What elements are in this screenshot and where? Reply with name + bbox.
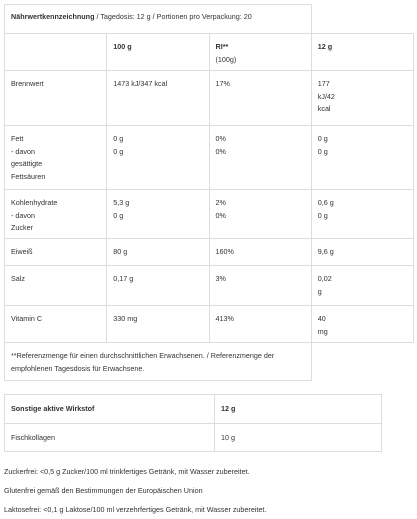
row-portion: 0,6 g 0 g [311, 190, 413, 239]
note-gluten-free: Glutenfrei gemäß den Bestimmungen der Europäischen Union [4, 486, 203, 495]
table-row [5, 126, 414, 190]
header-ri [209, 34, 311, 71]
caption-subtitle: / Tagedosis: 12 g / Portionen pro Verpackung: 20 [94, 12, 252, 21]
caption-gap [311, 5, 413, 34]
footnote: **Referenzmenge für einen durchschnittlichen Erwachsenen. / Referenzmenge der empfohlenen Tagesdosis für Erwachsene. [5, 343, 312, 381]
ingredient-name: Fischkollagen [5, 424, 215, 452]
row-ri: 3% [209, 266, 311, 306]
row-per100: 330 mg [107, 306, 209, 343]
row-name: Fett - davon gesättigte Fettsäuren [5, 126, 107, 190]
ingredient-amount: 10 g [215, 424, 382, 452]
header-empty-cell [5, 34, 107, 71]
active-ingredients-table [4, 394, 382, 452]
header-portion: 12 g [311, 34, 413, 71]
header-ri-unit: (100g) [215, 54, 237, 64]
row-portion: 177 kJ/42 kcal [311, 71, 413, 126]
caption-title: Nährwertkennzeichnung [11, 12, 95, 21]
row-name: Eiweiß [5, 239, 107, 266]
row-ri: 413% [209, 306, 311, 343]
header-per100: 100 g [107, 34, 209, 71]
table-row [5, 71, 414, 126]
row-ri: 2% 0% [209, 190, 311, 239]
row-portion: 40 mg [311, 306, 413, 343]
table-caption [5, 5, 312, 34]
row-per100: 0 g 0 g [107, 126, 209, 190]
row-name: Salz [5, 266, 107, 306]
table-row [5, 306, 414, 343]
active-ingredients-label: Sonstige aktive Wirkstof [5, 395, 215, 424]
row-per100: 5,3 g 0 g [107, 190, 209, 239]
footnote-gap [311, 343, 413, 381]
active-ingredients-value: 12 g [215, 395, 382, 424]
row-name: Brennwert [5, 71, 107, 126]
row-ri: 0% 0% [209, 126, 311, 190]
row-name: Kohlenhydrate - davon Zucker [5, 190, 107, 239]
notes [4, 462, 414, 519]
row-ri: 160% [209, 239, 311, 266]
table-row [5, 424, 382, 452]
row-ri: 17% [209, 71, 311, 126]
nutrition-table [4, 4, 414, 381]
row-per100: 1473 kJ/347 kcal [107, 71, 209, 126]
row-portion: 0,02 g [311, 266, 413, 306]
row-portion: 0 g 0 g [311, 126, 413, 190]
table-row [5, 266, 414, 306]
row-per100: 0,17 g [107, 266, 209, 306]
table-row [5, 239, 414, 266]
row-portion: 9,6 g [311, 239, 413, 266]
note-lactose-free: Laktosefrei: <0,1 g Laktose/100 ml verzehrfertiges Getränk, mit Wasser zubereitet. [4, 505, 267, 514]
table-row [5, 190, 414, 239]
note-sugar-free: Zuckerfrei: <0,5 g Zucker/100 ml trinkfertiges Getränk, mit Wasser zubereitet. [4, 467, 250, 476]
header-ri-label: RI** [215, 42, 229, 51]
row-name: Vitamin C [5, 306, 107, 343]
row-per100: 80 g [107, 239, 209, 266]
